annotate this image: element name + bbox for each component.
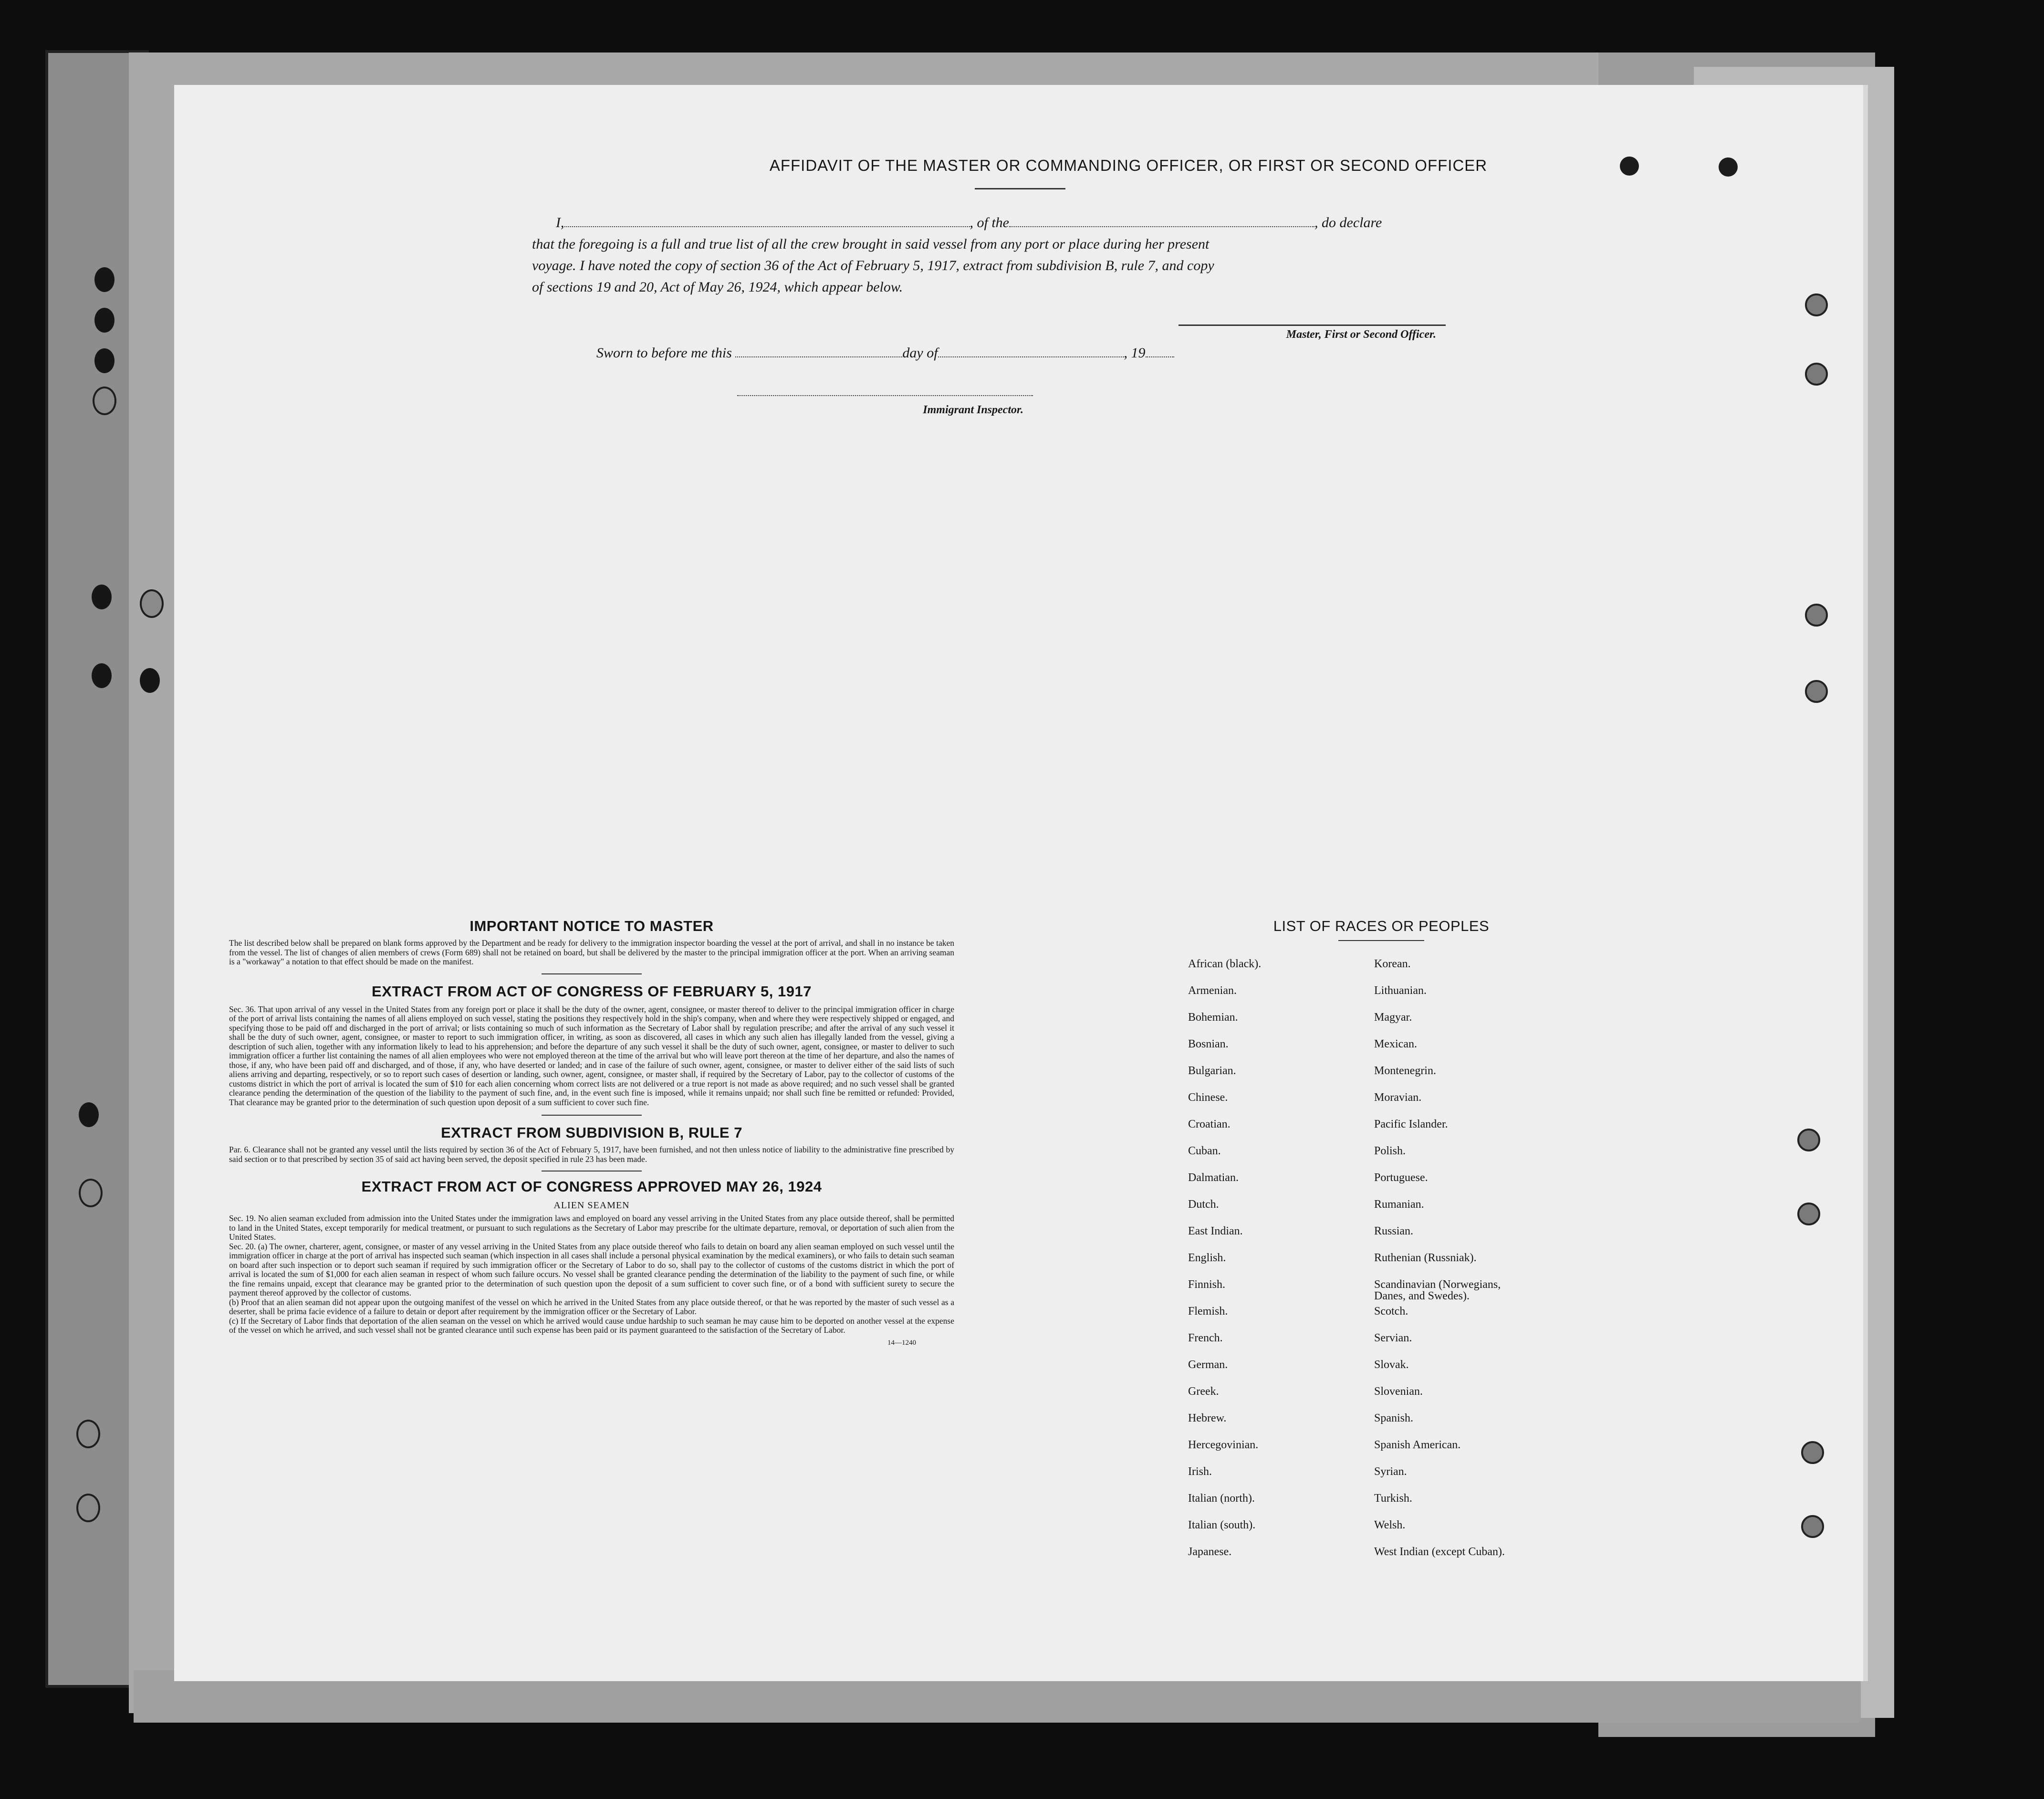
race-item: Spanish American. xyxy=(1374,1439,1461,1451)
affidavit-page xyxy=(174,85,1868,1681)
race-item: Montenegrin. xyxy=(1374,1065,1436,1077)
race-item: Japanese. xyxy=(1188,1546,1232,1558)
sec19-body: Sec. 19. No alien seaman excluded from admission into the United States under the immigration laws and employed on board any vessel arriving in the United States from any place outside thereof, shall be permitted to land in the United States, except temporarily for medical treatment, or pursuant to such regulations as the Secretary of Labor may prescribe for the ultimate departure, removal, or deportation of such alien from the United States. xyxy=(229,1213,954,1242)
section-rule xyxy=(542,973,642,974)
notice-column xyxy=(229,918,954,1347)
race-item: Slovak. xyxy=(1374,1359,1409,1371)
race-item: Croatian. xyxy=(1188,1118,1231,1130)
race-item: Slovenian. xyxy=(1374,1385,1423,1398)
declaration-line-4: of sections 19 and 20, Act of May 26, 1924, which appear below. xyxy=(532,279,903,295)
pin xyxy=(1801,1515,1824,1538)
races-rule xyxy=(1338,940,1424,941)
binder-hole xyxy=(92,663,112,688)
title-rule xyxy=(975,188,1065,189)
race-item: Moravian. xyxy=(1374,1091,1422,1104)
day-blank xyxy=(735,356,902,357)
race-item: French. xyxy=(1188,1332,1223,1344)
binder-hole xyxy=(94,348,115,373)
vessel-blank xyxy=(1009,226,1314,227)
binder-hole xyxy=(76,1494,100,1522)
race-item: Armenian. xyxy=(1188,984,1237,997)
race-item: African (black). xyxy=(1188,958,1262,970)
race-item: Cuban. xyxy=(1188,1145,1221,1157)
sec20c-body: (c) If the Secretary of Labor finds that deportation of the alien seaman on the vessel on which he arrived would cause undue hardship to such seaman he may cause him to be deported on another vessel at the expense of the vessel on which he arrived, and such vessel shall not be granted clearance until such expense has been paid or its payment guaranteed to the satisfaction of the Secretary of Labor. xyxy=(229,1316,954,1335)
form-number: 14—1240 xyxy=(887,1339,916,1347)
race-item: Magyar. xyxy=(1374,1011,1412,1024)
pin xyxy=(1797,1203,1820,1225)
year-blank xyxy=(1146,356,1174,357)
sec20a-body: Sec. 20. (a) The owner, charterer, agent, consignee, or master of any vessel arriving in the United States from any place outside thereof who fails to detain on board any alien seaman employed on such vessel until the immigration officer in charge at the port of arrival has inspected such seaman (which inspection in all cases shall include a personal physical examination by the medical examiners), or who fails to detain such seaman on board after such inspection or to deport such seaman if required by such immigration officer or the Secretary of Labor to do so, shall pay to the collector of customs of the customs district in which the port of arrival is located the sum of $1,000 for each alien seaman in respect of whom such failure occurs. No vessel shall be granted clearance pending the determination of the liability to the payment of such fine, or while the fine remains unpaid, except that clearance may be granted prior to the determination of such question upon the deposit of a sum sufficient to cover such fine, or of a bond with sufficient surety to secure the payment thereof approved by the collector of customs. xyxy=(229,1241,954,1297)
binder-hole xyxy=(94,267,115,292)
race-item: Italian (north). xyxy=(1188,1492,1255,1505)
race-item: German. xyxy=(1188,1359,1228,1371)
extract-rule7-body: Par. 6. Clearance shall not be granted any vessel until the lists required by section 36 of the Act of February 5, 1917, have been furnished, and not then unless notice of liability to the administrative fine prescribed by said section or to that prescribed by section 35 of said act having been served, the deposit specified in rule 23 has been made. xyxy=(229,1145,954,1164)
binder-hole xyxy=(79,1179,103,1207)
race-item: Rumanian. xyxy=(1374,1198,1424,1211)
races-list xyxy=(1188,958,1617,1573)
extract-1917-body: Sec. 36. That upon arrival of any vessel in the United States from any foreign port or place it shall be the duty of the owner, agent, consignee, or master thereof to deliver to the principal immigration officer in charge of the port of arrival lists containing the names of all aliens employed on such vessel, stating the positions they respectively hold in the ship's company, when and where they were respectively shipped or engaged, and specifying those to be paid off and discharged in the port of arrival; or lists containing so much of such information as the Secretary of Labor shall by regulation prescribe; and after the arrival of any such vessel it shall be the duty of such owner, agent, consignee, or master to report to such immigration officer, in writing, as soon as discovered, all cases in which any such alien has illegally landed from the vessel, giving a description of such alien, together with any information likely to lead to his apprehension; and before the departure of any such vessel it shall be the duty of such owner, agent, consignee, or master to deliver to such immigration officer a further list containing the names of all alien employees who were not employed thereon at the time of the arrival but who will leave port thereon at the time of her departure, and also the names of those, if any, who have been paid off and discharged, and of those, if any, who have deserted or landed; and in case of the failure of such owner, agent, consignee, or master to deliver either of the said lists of such aliens arriving and departing, respectively, or so to report such cases of desertion or landing, such owner, agent, consignee, or master shall, if required by the Secretary of Labor, pay to the collector of customs of the customs district in which the port of arrival is located the sum of $10 for each alien concerning whom correct lists are not delivered or a true report is not made as above required; and no such vessel shall be granted clearance pending the determination of the question of the liability to the payment of such fine, and, in the event such fine is imposed, while it remains unpaid; nor shall such fine be remitted or refunded: Provided, That clearance may be granted prior to the determination of such question upon deposit of a sum sufficient to cover such fine. xyxy=(229,1004,954,1107)
sworn-line xyxy=(596,345,1174,361)
race-item: Scotch. xyxy=(1374,1305,1408,1318)
pin xyxy=(1805,680,1828,703)
extract-1924-title: EXTRACT FROM ACT OF CONGRESS APPROVED MAY 26, 1924 xyxy=(361,1178,822,1195)
month-blank xyxy=(938,356,1124,357)
race-item: Dutch. xyxy=(1188,1198,1219,1211)
race-item: English. xyxy=(1188,1252,1226,1264)
race-item: Bosnian. xyxy=(1188,1038,1229,1050)
binder-hole xyxy=(93,387,116,415)
decl-i: I, xyxy=(556,215,564,230)
year-prefix: , 19 xyxy=(1124,345,1146,361)
race-item: Flemish. xyxy=(1188,1305,1228,1318)
binder-hole xyxy=(76,1420,100,1448)
pin xyxy=(1719,157,1738,177)
race-item: Mexican. xyxy=(1374,1038,1417,1050)
binder-hole xyxy=(140,589,164,618)
day-of: day of xyxy=(902,345,938,361)
pin xyxy=(1620,157,1639,176)
decl-of-the: , of the xyxy=(970,215,1009,230)
alien-seamen-subtitle: ALIEN SEAMEN xyxy=(553,1200,630,1211)
section-rule xyxy=(542,1115,642,1116)
race-item: Syrian. xyxy=(1374,1465,1407,1478)
race-item: Servian. xyxy=(1374,1332,1412,1344)
inspector-caption: Immigrant Inspector. xyxy=(923,404,1023,416)
race-item: Hebrew. xyxy=(1188,1412,1227,1424)
declaration-line-1 xyxy=(556,215,1653,231)
extract-1917-title: EXTRACT FROM ACT OF CONGRESS OF FEBRUARY 5, 1917 xyxy=(372,983,812,1000)
pin xyxy=(1797,1129,1820,1151)
race-item: Spanish. xyxy=(1374,1412,1414,1424)
race-item: Scandinavian (Norwegians, Danes, and Swedes). xyxy=(1374,1278,1501,1302)
race-item: Welsh. xyxy=(1374,1519,1406,1531)
notice-title: IMPORTANT NOTICE TO MASTER xyxy=(469,918,714,934)
decl-do-declare: , do declare xyxy=(1314,215,1382,230)
notice-body: The list described below shall be prepared on blank forms approved by the Department and be ready for delivery to the immigration inspector boarding the vessel at the port of arrival, and shall in no instance be taken from the vessel. The list of changes of alien members of crews (Form 689) shall not be retained on board, but shall be delivered by the master to the principal immigration officer at the port. When an arriving seaman is a "workaway" a notation to that effect should be made on the manifest. xyxy=(229,938,954,966)
race-item: Bulgarian. xyxy=(1188,1065,1236,1077)
declaration-line-2: that the foregoing is a full and true list of all the crew brought in said vessel from any port or place during her present xyxy=(532,236,1210,252)
name-blank xyxy=(564,226,970,227)
inspector-line xyxy=(737,395,1033,396)
extract-rule7-title: EXTRACT FROM SUBDIVISION B, RULE 7 xyxy=(441,1124,742,1141)
sworn-text: Sworn to before me this xyxy=(596,345,732,361)
race-item: Finnish. xyxy=(1188,1278,1226,1291)
race-item: Pacific Islander. xyxy=(1374,1118,1448,1130)
binder-hole xyxy=(140,668,160,693)
race-item: Hercegovinian. xyxy=(1188,1439,1259,1451)
race-item: Irish. xyxy=(1188,1465,1212,1478)
race-item: Ruthenian (Russniak). xyxy=(1374,1252,1477,1264)
affidavit-title: AFFIDAVIT OF THE MASTER OR COMMANDING OFFICER, OR FIRST OR SECOND OFFICER xyxy=(769,157,1488,174)
races-title: LIST OF RACES OR PEOPLES xyxy=(1273,918,1490,934)
signature-line xyxy=(1178,324,1446,326)
race-item: Dalmatian. xyxy=(1188,1171,1239,1184)
race-item: Chinese. xyxy=(1188,1091,1228,1104)
race-item: West Indian (except Cuban). xyxy=(1374,1546,1505,1558)
binder-hole xyxy=(79,1102,99,1127)
pin xyxy=(1805,363,1828,386)
declaration-line-3: voyage. I have noted the copy of section 36 of the Act of February 5, 1917, extract from subdivision B, rule 7, and copy xyxy=(532,258,1214,273)
signature-caption: Master, First or Second Officer. xyxy=(1286,328,1436,341)
race-item: Greek. xyxy=(1188,1385,1219,1398)
race-item: Bohemian. xyxy=(1188,1011,1238,1024)
race-item: Russian. xyxy=(1374,1225,1414,1237)
race-item: East Indian. xyxy=(1188,1225,1243,1237)
race-item: Italian (south). xyxy=(1188,1519,1256,1531)
binder-hole xyxy=(92,585,112,609)
race-item: Turkish. xyxy=(1374,1492,1412,1505)
sec20b-body: (b) Proof that an alien seaman did not appear upon the outgoing manifest of the vessel on which he arrived in the United States from any place outside thereof, or that he was reported by the master of such vessel as a deserter, shall be prima facie evidence of a failure to detain or deport after requirement by the immigration officer or the Secretary of Labor. xyxy=(229,1297,954,1316)
race-item: Polish. xyxy=(1374,1145,1406,1157)
pin xyxy=(1805,293,1828,316)
race-item: Korean. xyxy=(1374,958,1411,970)
binder-hole xyxy=(94,308,115,333)
race-item: Lithuanian. xyxy=(1374,984,1427,997)
race-item: Portuguese. xyxy=(1374,1171,1428,1184)
pin xyxy=(1801,1441,1824,1464)
pin xyxy=(1805,604,1828,627)
